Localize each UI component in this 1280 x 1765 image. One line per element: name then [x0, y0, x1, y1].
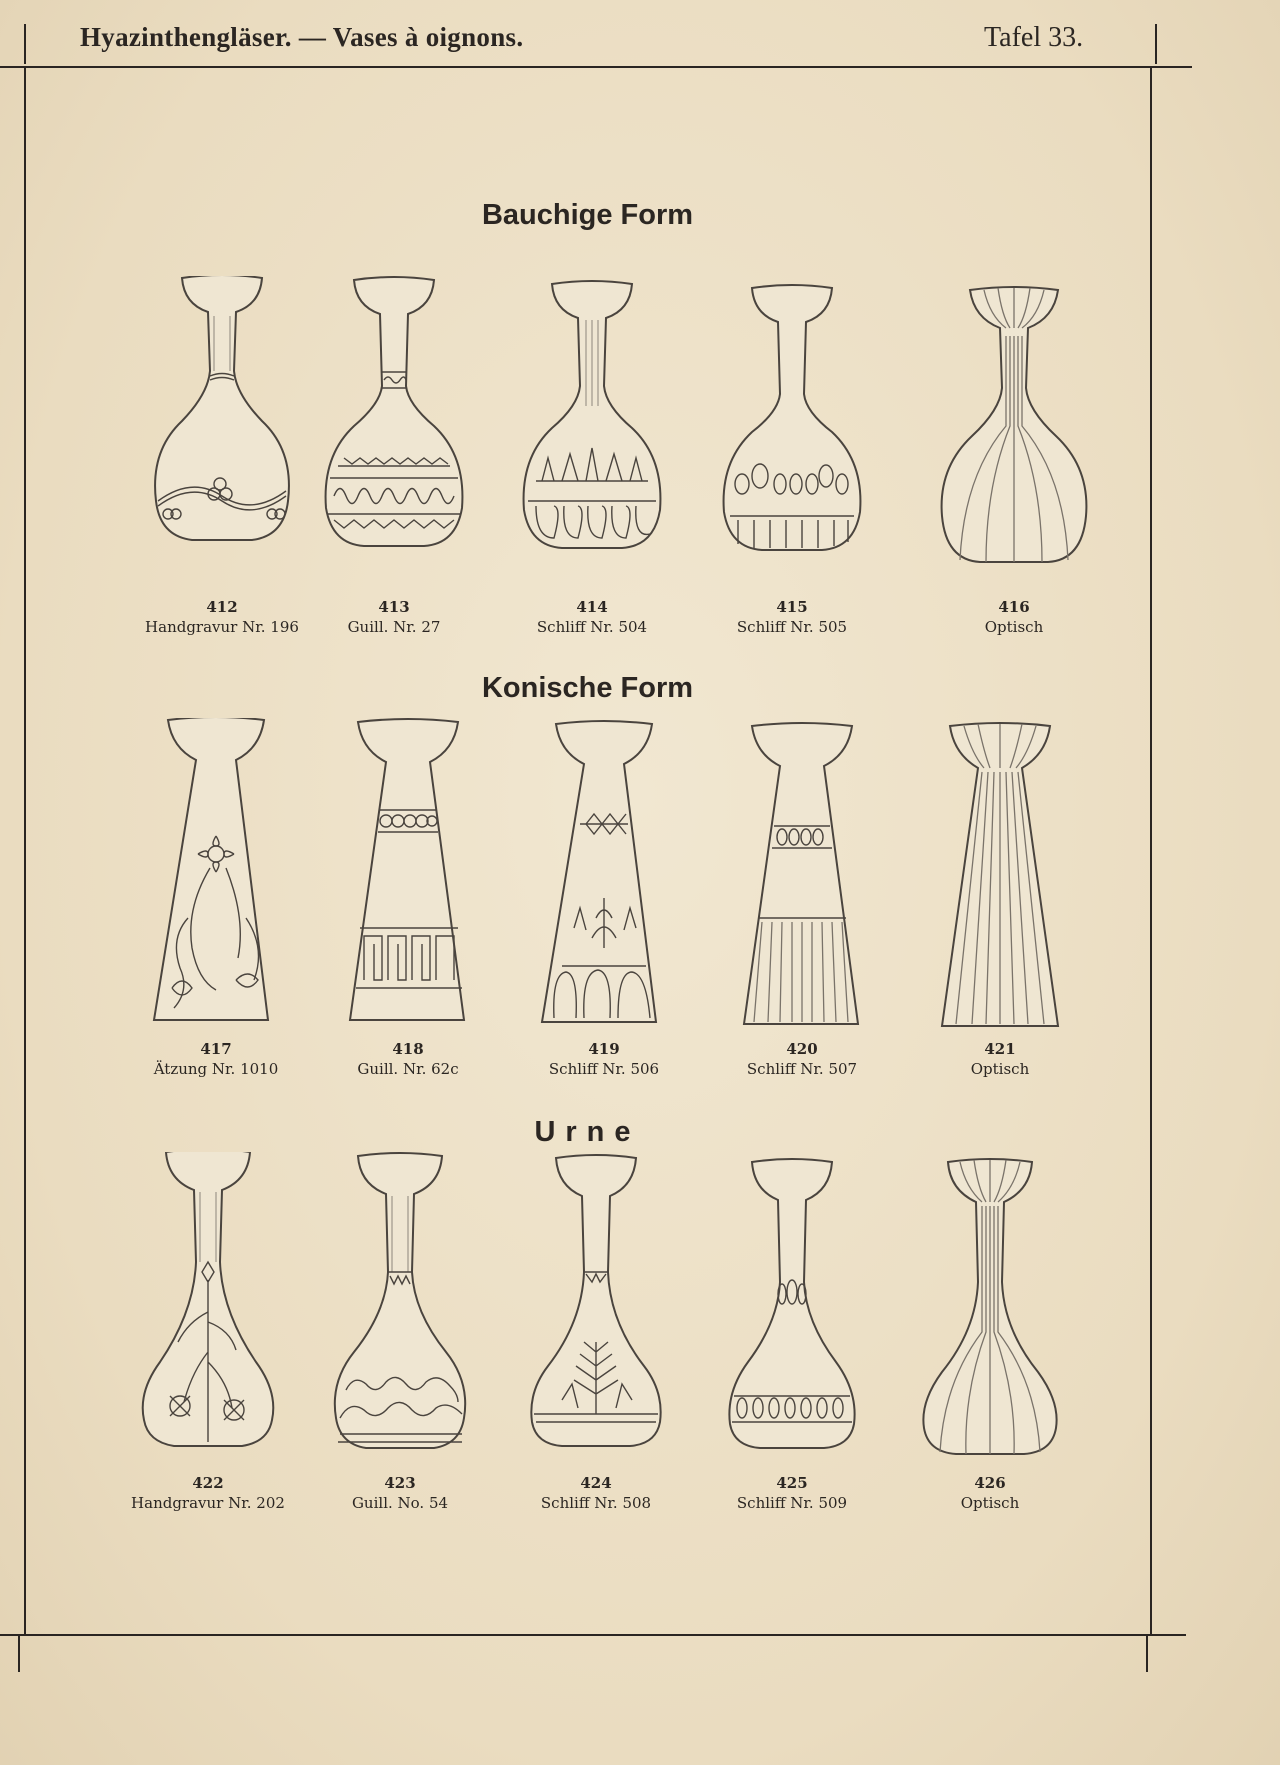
- item-number: 419: [588, 1040, 620, 1058]
- catalog-item-413: [294, 276, 494, 656]
- item-number: 423: [384, 1474, 416, 1492]
- section-title-konische: Konische Form: [481, 672, 694, 704]
- item-number: 413: [378, 598, 410, 616]
- catalog-item-419: [504, 718, 704, 1098]
- page-title: Hyazinthengläser. — Vases à oignons.: [80, 22, 524, 52]
- header-right-tick: [1155, 24, 1157, 64]
- vase-421-drawing: [910, 718, 1090, 1038]
- item-description: Guill. No. 54: [351, 1494, 449, 1512]
- frame-right-border: [1150, 68, 1152, 1634]
- vase-415-drawing: [702, 276, 882, 596]
- vase-413-drawing: [304, 276, 484, 596]
- item-description: Guill. Nr. 27: [347, 618, 441, 636]
- item-description: Handgravur Nr. 202: [131, 1494, 285, 1512]
- vase-412-drawing: [132, 276, 312, 596]
- section-title-urne: Urne: [534, 1116, 641, 1148]
- header-rule: [0, 66, 1192, 68]
- catalog-item-421: [900, 718, 1100, 1098]
- vase-414-drawing: [502, 276, 682, 596]
- item-number: 415: [776, 598, 808, 616]
- frame-left-border: [24, 68, 26, 1634]
- item-description: Schliff Nr. 506: [548, 1060, 660, 1078]
- vase-426-drawing: [900, 1152, 1080, 1472]
- catalog-item-416: [914, 276, 1114, 656]
- vase-417-drawing: [126, 718, 306, 1038]
- footer-rule: [0, 1634, 1186, 1636]
- header-left-tick: [24, 24, 26, 64]
- vase-419-drawing: [514, 718, 694, 1038]
- item-number: 420: [786, 1040, 818, 1058]
- section-title-bauchige: Bauchige Form: [481, 199, 694, 231]
- catalog-item-414: [492, 276, 692, 656]
- item-number: 416: [998, 598, 1030, 616]
- plate-number: Tafel 33.: [984, 22, 1084, 53]
- vase-418-drawing: [318, 718, 498, 1038]
- item-description: Schliff Nr. 508: [540, 1494, 652, 1512]
- item-description: Optisch: [970, 1060, 1030, 1078]
- item-description: Schliff Nr. 509: [736, 1494, 848, 1512]
- vase-420-drawing: [712, 718, 892, 1038]
- catalog-item-417: [116, 718, 316, 1098]
- catalog-item-425: [692, 1152, 892, 1532]
- item-description: Schliff Nr. 505: [736, 618, 848, 636]
- vase-423-drawing: [310, 1152, 490, 1472]
- catalog-item-420: [702, 718, 902, 1098]
- item-number: 425: [776, 1474, 808, 1492]
- item-number: 422: [192, 1474, 224, 1492]
- catalog-item-415: [692, 276, 892, 656]
- item-number: 418: [392, 1040, 424, 1058]
- item-description: Schliff Nr. 504: [536, 618, 648, 636]
- catalog-item-426: [890, 1152, 1090, 1532]
- vase-425-drawing: [702, 1152, 882, 1472]
- vase-424-drawing: [506, 1152, 686, 1472]
- item-number: 421: [984, 1040, 1016, 1058]
- item-description: Handgravur Nr. 196: [145, 618, 299, 636]
- item-number: 426: [974, 1474, 1006, 1492]
- catalog-item-418: [308, 718, 508, 1098]
- catalog-item-424: [496, 1152, 696, 1532]
- item-number: 414: [576, 598, 608, 616]
- vase-416-drawing: [924, 276, 1104, 596]
- footer-right-tick: [1146, 1636, 1148, 1672]
- catalog-item-412: [122, 276, 322, 656]
- item-number: 412: [206, 598, 238, 616]
- vase-422-drawing: [118, 1152, 298, 1472]
- catalog-item-423: [300, 1152, 500, 1532]
- item-description: Optisch: [984, 618, 1044, 636]
- item-description: Ätzung Nr. 1010: [153, 1060, 279, 1078]
- item-description: Guill. Nr. 62c: [357, 1060, 459, 1078]
- item-description: Schliff Nr. 507: [746, 1060, 858, 1078]
- catalog-item-422: [108, 1152, 308, 1532]
- footer-left-tick: [18, 1636, 20, 1672]
- item-description: Optisch: [960, 1494, 1020, 1512]
- item-number: 424: [580, 1474, 612, 1492]
- item-number: 417: [200, 1040, 232, 1058]
